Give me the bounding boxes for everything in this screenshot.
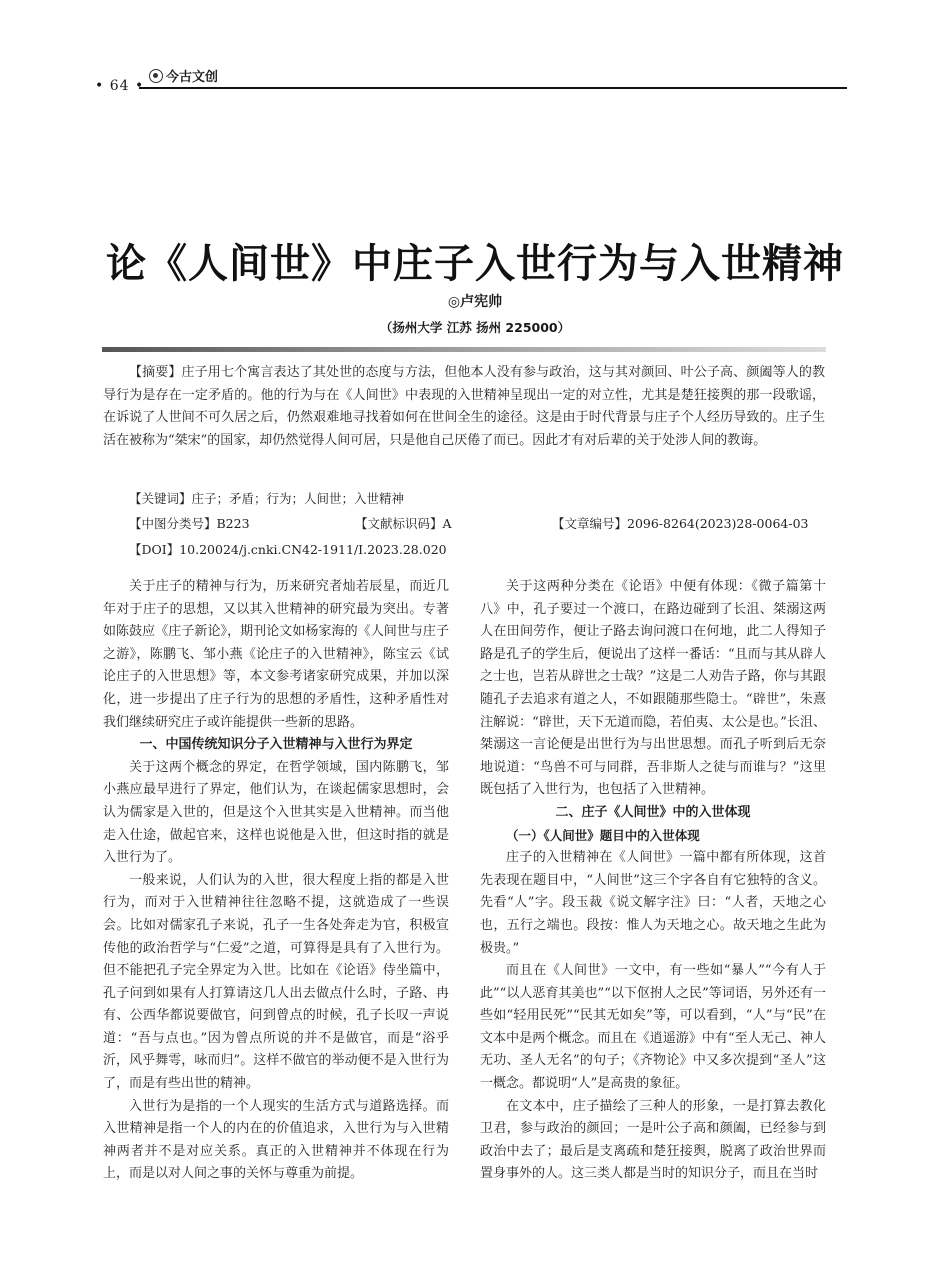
- paragraph: 在文本中，庄子描绘了三种人的形象，一是打算去教化卫君，参与政治的颜回；一是叶公子高和颜阖，已经参与到政治中去了；最后是支离疏和楚狂接舆，脱离了政治世界而置身事外的人。这三类人都是当时的知识分子，而且在当时: [480, 1098, 826, 1182]
- running-header: [95, 66, 847, 96]
- body-column-left: [103, 576, 449, 1186]
- body-column-right: [480, 576, 826, 1186]
- paragraph: 而且在《人间世》一文中，有一些如“暴人”“今有人于此”“以人恶育其美也”“以下伛拊人之民”等词语，另外还有一些如“轻用民死”“民其无如矣”等，可以看到，“人”与“民”在文本中是两个概念。而且在《逍遥游》中有“至人无己、神人无功、圣人无名”的句子；《齐物论》中又多次提到“圣人”这一概念。都说明“人”是高贵的象征。: [480, 963, 826, 1092]
- paragraph: 一般来说，人们认为的入世，很大程度上指的都是入世行为，而对于入世精神往往忽略不提，这就造成了一些误会。比如对儒家孔子来说，孔子一生各处奔走为官，积极宣传他的政治哲学与“仁爱”之道，可算得是具有了入世行为。但不能把孔子完全界定为入世。比如在《论语》侍坐篇中，孔子问到如果有人打算请这几人出去做点什么时，子路、冉有、公西华都说要做官，问到曾点的时候，孔子长叹一声说道：“吾与点也。”因为曾点所说的并不是做官，而是“浴乎沂，风乎舞雩，咏而归”。这样不做官的举动便不是入世行为了，而是有些出世的精神。: [103, 872, 449, 1092]
- subsection-heading: （一）《人间世》题目中的入世体现: [506, 827, 700, 843]
- paragraph: 关于庄子的精神与行为，历来研究者灿若辰星，而近几年对于庄子的思想，又以其入世精神的研究最为突出。专著如陈鼓应《庄子新论》，期刊论文如杨家海的《人间世与庄子之游》，陈鹏飞、邹小燕《论庄子的入世精神》，陈宝云《试论庄子的入世思想》等，本文参考诸家研究成果，并加以深化，进一步提出了庄子行为的思想的矛盾性，这种矛盾性对我们继续研究庄子或许能提供一些新的思路。: [103, 579, 449, 730]
- paragraph: 庄子的入世精神在《人间世》一篇中都有所体现，这首先表现在题目中，“人间世”这三个字各自有它独特的含义。先看“人”字。段玉裁《说文解字注》曰：“人者，天地之心也，五行之端也。段按：惟人为天地之心。故天地之生此为极贵。”: [480, 850, 826, 956]
- classification-row: [129, 514, 826, 534]
- header-divider: [139, 87, 847, 89]
- article-number: 【文章编号】2096-8264(2023)28-0064-03: [552, 516, 809, 531]
- keywords: 【关键词】庄子；矛盾；行为；人间世；入世精神: [129, 491, 405, 506]
- abstract-divider: [102, 347, 826, 352]
- section-heading: 一、中国传统知识分子入世精神与入世行为界定: [139, 737, 413, 753]
- article-title: 论《人间世》中庄子入世行为与入世精神: [106, 241, 844, 287]
- paragraph: 入世行为是指的一个人现实的生活方式与道路选择。而入世精神是指一个人的内在的价值追求，入世行为与入世精神两者并不是对应关系。真正的入世精神并不体现在行为上，而是以对人间之事的关怀与尊重为前提。: [103, 1098, 449, 1182]
- abstract: [103, 362, 825, 452]
- paragraph: 关于这两个概念的界定，在哲学领域，国内陈鹏飞，邹小燕应最早进行了界定，他们认为，在谈起儒家思想时，会认为儒家是入世的，但是这个入世其实是入世精神。而当他走入仕途，做起官来，这样也说他是入世，但这时指的就是入世行为了。: [103, 759, 449, 866]
- paragraph: 关于这两种分类在《论语》中便有体现：《微子篇第十八》中，孔子要过一个渡口，在路边碰到了长沮、桀溺这两人在田间劳作，便让子路去询问渡口在何地，此二人得知子路是孔子的学生后，便说出了这样一番话：“且而与其从辟人之士也，岂若从辟世之士哉？”这是二人劝告子路，你与其跟随孔子去追求有道之人，不如跟随那些隐士。“辟世”，朱熹注解说：“辟世，天下无道而隐，若伯夷、太公是也。”长沮、桀溺这一言论便是出世行为与出世思想。而孔子听到后无奈地说道：“鸟兽不可与同群，吾非斯人之徒与而谁与？”这里既包括了入世行为，也包括了入世精神。: [480, 579, 826, 798]
- document-code: 【文献标识码】A: [355, 516, 452, 531]
- page-number: • 64 •: [95, 78, 145, 94]
- clc-number: 【中图分类号】B223: [129, 516, 250, 531]
- author-affiliation: （扬州大学 江苏 扬州 225000）: [379, 320, 571, 335]
- article-author: ◎卢宪帅: [447, 294, 503, 310]
- section-heading: 二、庄子《人间世》中的入世体现: [555, 804, 751, 820]
- journal-name: [149, 66, 218, 85]
- doi: 【DOI】10.20024/j.cnki.CN42-1911/I.2023.28.020: [129, 542, 447, 557]
- journal-logo-icon: [149, 69, 163, 83]
- abstract-text: 【摘要】庄子用七个寓言表达了其处世的态度与方法，但他本人没有参与政治，这与其对颜回、叶公子高、颜阖等人的教导行为是存在一定矛盾的。他的行为与在《人间世》中表现的入世精神呈现出一定的对立性，尤其是楚狂接舆的那一段歌谣，在诉说了人世间不可久居之后，仍然艰难地寻找着如何在世间全生的途径。这是由于时代背景与庄子个人经历导致的。庄子生活在被称为“桀宋”的国家，却仍然觉得人间可居，只是他自己厌倦了而已。因此才有对后辈的关于处涉人间的教诲。: [103, 365, 825, 448]
- journal-name-text: 今古文创: [166, 70, 219, 85]
